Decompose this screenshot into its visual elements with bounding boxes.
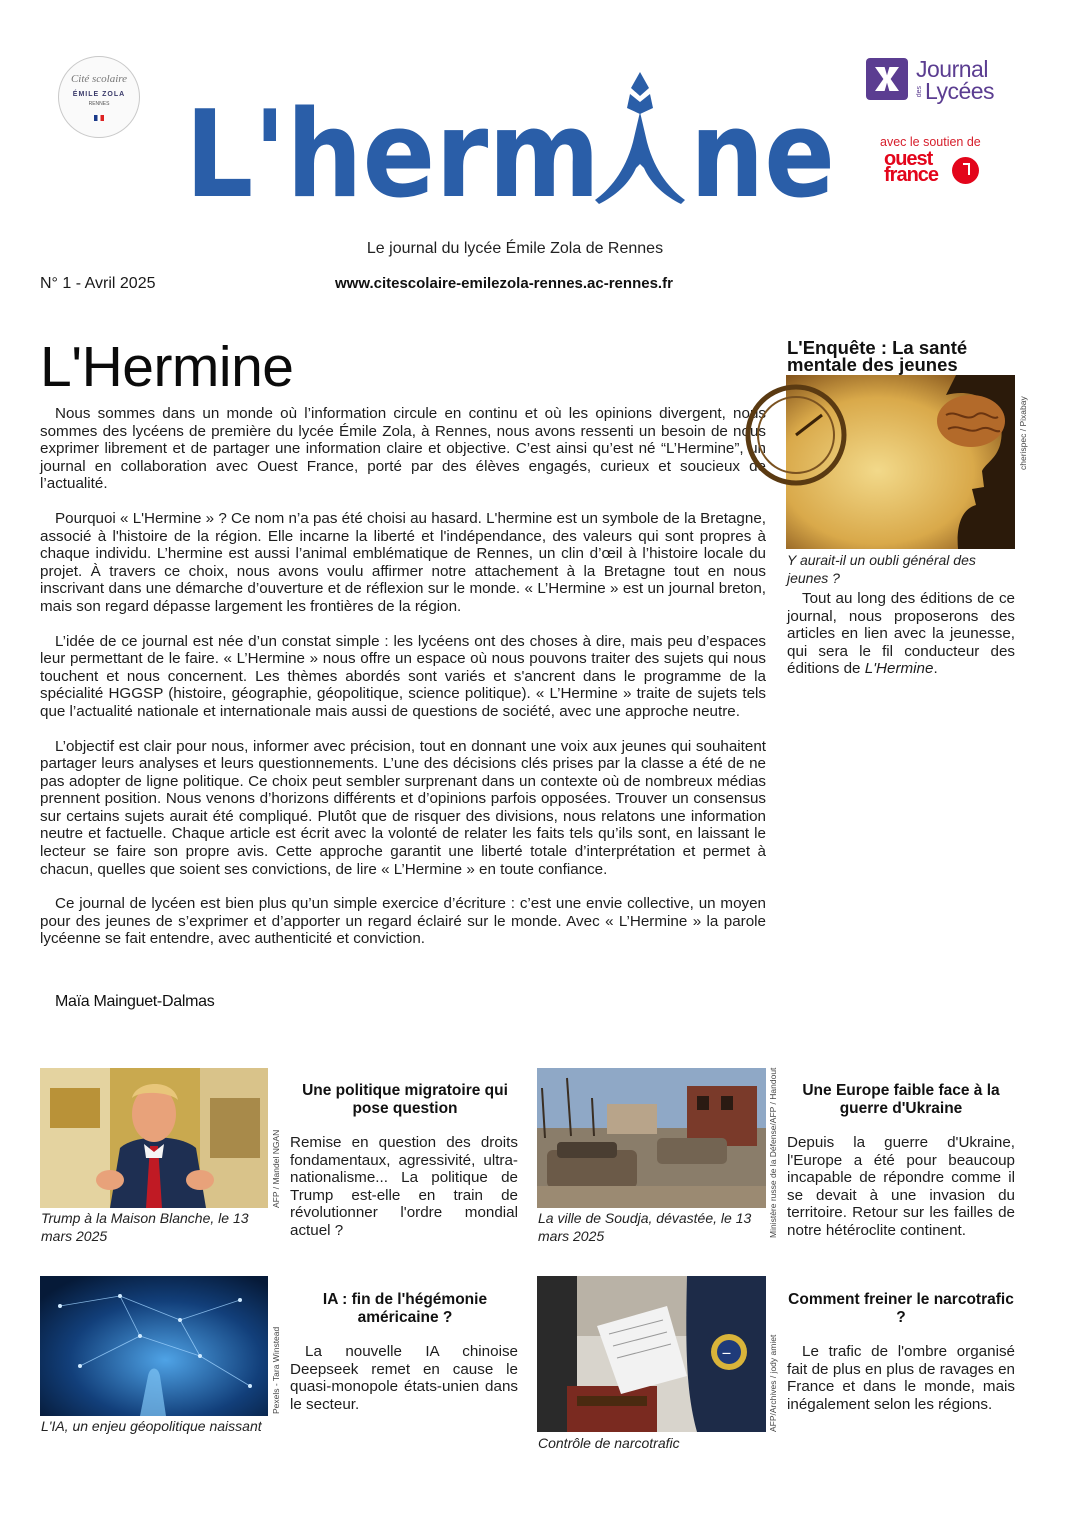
tagline: Le journal du lycée Émile Zola de Rennes (366, 240, 664, 257)
article-summary: Depuis la guerre d'Ukraine, l'Europe a été pour beaucoup incapable de répondre comme il se devait à une invasion du territoire. Retour sur les failles de notre hétéroclite continent. (787, 1134, 1015, 1239)
soudja-photo[interactable] (537, 1068, 766, 1208)
photo-caption: Contrôle de narcotrafic (538, 1435, 680, 1451)
photo-credit: AFP / Mandel NGAN (271, 1129, 281, 1208)
article-summary: Le trafic de l'ombre organisé fait de plus en plus de ravages en France et dans le monde, mais inégalement selon les régions. (787, 1343, 1015, 1413)
sidebar-title: L'Enquête : La santé mentale des jeunes (787, 337, 968, 375)
article-title[interactable]: Une politique migratoire qui pose question (302, 1082, 508, 1117)
photo-caption: L'IA, un enjeu géopolitique naissant (41, 1418, 262, 1434)
website-link[interactable]: www.citescolaire-emilezola-rennes.ac-rennes.fr (335, 275, 673, 292)
mental-health-image[interactable] (786, 375, 1015, 549)
article-title[interactable]: IA : fin de l'hégémonie américaine ? (322, 1291, 488, 1326)
editorial-paragraph: Nous sommes dans un monde où l’information circule en continu et où les opinions divergent, nous sommes des lycéens de première du lycée Émile Zola, à Rennes, nous avons ressenti un besoin de nous exprimer librement et de partager une information claire et objective. C’est ainsi qu’est né “L’Hermine”, un journal en collaboration avec Ouest France, porté par des élèves engagés, curieux et soucieux de l’actualité. (40, 405, 766, 493)
image-caption: Y aurait-il un oubli général des jeunes ? (787, 552, 976, 586)
trump-photo[interactable] (40, 1068, 268, 1208)
jdl-mark-icon (866, 58, 908, 100)
sidebar-body-italic: L'Hermine (864, 660, 934, 678)
ai-photo[interactable] (40, 1276, 268, 1416)
photo-credit: Ministère russe de la Défense/AFP / Handout (768, 1067, 778, 1238)
ouest-france-line2: france (884, 164, 939, 186)
article-title[interactable]: Une Europe faible face à la guerre d'Ukraine (802, 1082, 1000, 1117)
editorial-paragraph: L’idée de ce journal est née d’un constat simple : les lycéens ont des choses à dire, mais peu d’espaces leur permettant de le faire. « L’Hermine » nous offre un espace où nous pouvons traiter des sujets qui nous touchent et nous concernent. Les thèmes abordés sont variés et s'ancrent dans le programme de la spécialité HGGSP (histoire, géographie, géopolitique, science politique). « L’Hermine » traite de sujets tels que l’actualité nationale et internationale mais aussi de questions de société, avec une approche neutre. (40, 632, 766, 720)
issue-number: N° 1 - Avril 2025 (40, 275, 156, 292)
ouest-france-circle-icon (952, 157, 979, 184)
article-summary: La nouvelle IA chinoise Deepseek remet en cause le quasi-monopole états-unien dans le secteur. (290, 1343, 518, 1413)
school-logo (58, 56, 140, 138)
sidebar-body (787, 590, 1015, 678)
editorial-body (40, 405, 766, 965)
jdl-logo-small: des (916, 86, 923, 98)
article-summary: Remise en question des droits fondamentaux, agressivité, ultra-nationalisme... La politique de Trump est-elle en train de révolutionner l'ordre mondial actuel ? (290, 1134, 518, 1239)
school-logo-name: ÉMILE ZOLA (72, 91, 126, 98)
narcotrafic-photo[interactable] (537, 1276, 766, 1432)
jdl-logo-line2: Lycées (925, 78, 995, 104)
svg-text:—: — (722, 1349, 731, 1359)
support-text: avec le soutien de (880, 135, 981, 149)
marianne-flag-icon (94, 115, 104, 121)
editorial-paragraph: Ce journal de lycéen est bien plus qu’un simple exercice d’écriture : c’est une envie collective, un moyen pour des jeunes de s’exprimer et d’apporter un regard éclairé sur le monde. Avec « L’Hermine » la parole lycéenne se fait entendre, avec authenticité et conviction. (40, 895, 766, 948)
photo-caption: Trump à la Maison Blanche, le 13 mars 2025 (41, 1210, 249, 1244)
article-title[interactable]: Comment freiner le narcotrafic ? (788, 1291, 1014, 1326)
masthead-text-right: ne (690, 86, 835, 225)
jdl-logo-line1: Journal (916, 56, 988, 82)
ermine-icon (595, 72, 685, 204)
sidebar-body-end: . (933, 660, 938, 678)
editorial-paragraph: L’objectif est clair pour nous, informer avec précision, tout en donnant une voix aux jeunes qui souhaitent partager leurs analyses et leurs questionnements. L’une des décisions clés prises par la classe a été de ne pas adopter de ligne politique. Ce choix peut sembler surprenant dans un contexte où de nombreux médias prennent position. Nous venons d’horizons différents et d’opinions parfois opposées. Trouver un consensus sur certains sujets aurait été compliqué. Plutôt que de risquer des divisions, nous relatons une information neutre et factuelle. Chaque article est écrit avec la volonté de relater les faits tels qu’ils sont, en laissant le lecteur se faire son propre avis. Cette approche garantit une liberté totale d’interprétation et permet à chacun, quelles que soient ses convictions, de lire « L’Hermine » en toute confiance. (40, 737, 766, 878)
page-title: L'Hermine (40, 335, 294, 399)
photo-caption: La ville de Soudja, dévastée, le 13 mars 2025 (538, 1210, 752, 1244)
ouest-france-wordmark (884, 148, 939, 186)
sidebar-body-text: Tout au long des éditions de ce journal, nous proposerons des articles en lien avec la jeunesse, qui sera le fil conducteur des éditions de (787, 590, 1015, 678)
photo-credit: AFP/Archives / jody amiet (768, 1334, 778, 1432)
school-logo-script: Cité scolaire (70, 73, 128, 85)
ouest-france-logo (884, 148, 984, 191)
school-logo-city: RENNES (88, 101, 110, 107)
photo-credit: Pexels - Tara Winstead (271, 1326, 281, 1414)
image-credit: cherispec / Pixabay (1018, 396, 1028, 470)
editorial-paragraph: Pourquoi « L'Hermine » ? Ce nom n’a pas été choisi au hasard. L'hermine est un symbole de la Bretagne, associé à l'histoire de la région. Elle incarne la liberté et l'indépendance, des valeurs qui sont propres à chaque individu. L’hermine est aussi l’animal emblématique de Rennes, un clin d’œil à l’histoire locale du projet. À travers ce choix, nous avons voulu affirmer notre attachement à la Bretagne tout en nous inscrivant dans une démarche d’ouverture et de réflexion sur le monde. « L’Hermine » est un journal breton, mais son regard dépasse largement les frontières de la région. (40, 509, 766, 615)
author-name: Maïa Mainguet-Dalmas (55, 993, 215, 1010)
masthead-logo (185, 72, 835, 225)
ouest-france-line1: ouest (884, 148, 933, 170)
journal-des-lycees-logo (866, 56, 1006, 106)
masthead-text-left: L'herm (185, 86, 600, 225)
